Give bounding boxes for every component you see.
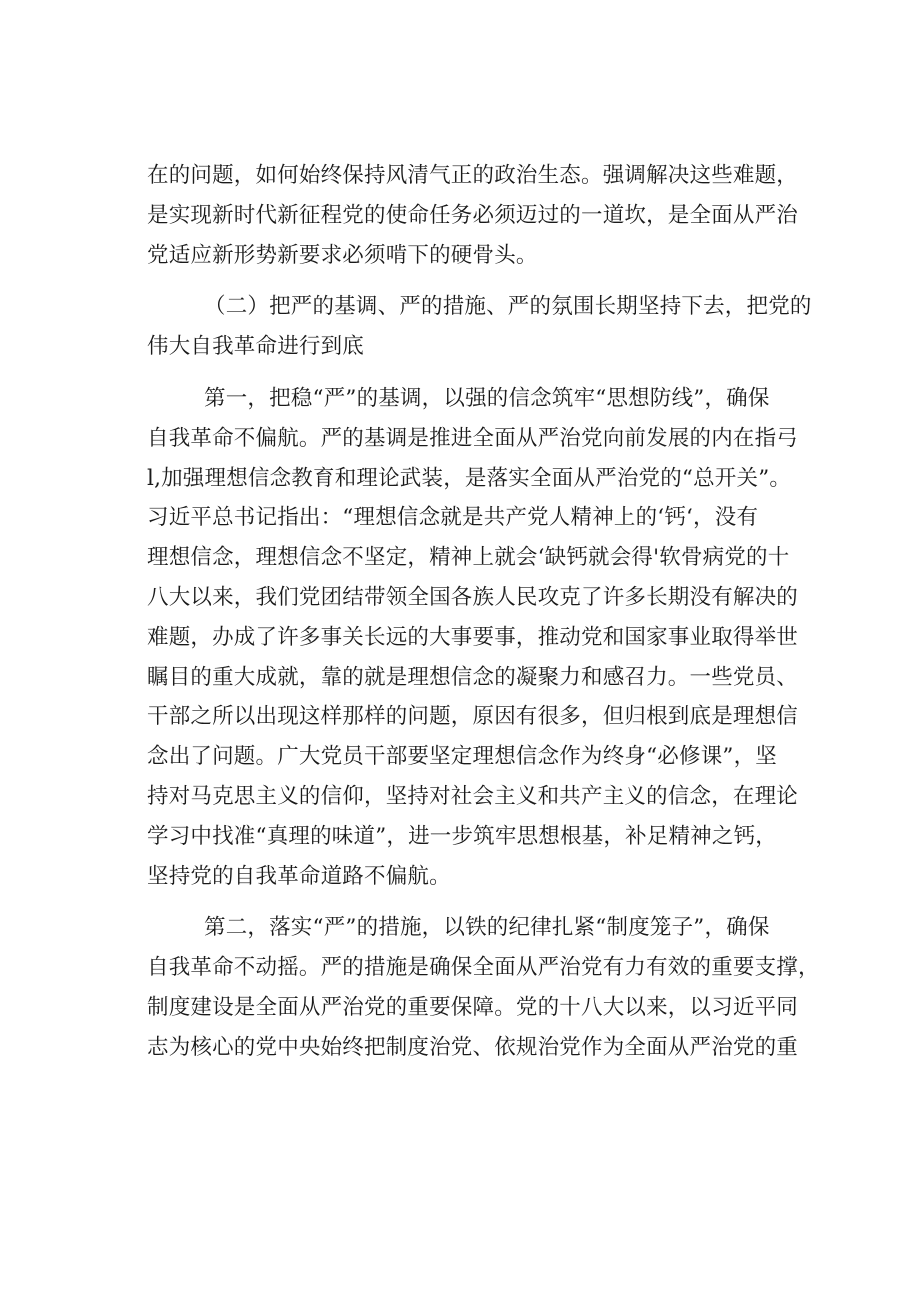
text-line: 八大以来，我们党团结带领全国各族人民攻克了许多长期没有解决的 xyxy=(147,584,799,610)
section-heading xyxy=(147,287,812,367)
heading-line: 伟大自我革命进行到底 xyxy=(147,334,365,360)
paragraph-gap xyxy=(147,896,812,908)
text-line: 瞩目的重大成就，靠的就是理想信念的凝聚力和感召力。一些党员、 xyxy=(147,664,799,690)
text-line: 念出了问题。广大党员干部要坚定理想信念作为终身“必修课”，坚 xyxy=(147,744,777,770)
text-line: 第一，把稳“严”的基调，以强的信念筑牢“思想防线”，确保 xyxy=(204,385,770,411)
paragraph-first-point xyxy=(147,379,812,896)
text-line: 学习中找准“真理的味道”，进一步筑牢思想根基，补足精神之钙， xyxy=(147,823,777,849)
text-line: 在的问题，如何始终保持风清气正的政治生态。强调解决这些难题， xyxy=(147,163,799,188)
document-body xyxy=(147,156,820,1068)
text-line: l,加强理想信念教育和理论武装，是落实全面从严治党的“总开关”。 xyxy=(147,465,792,491)
text-line: 自我革命不动摇。严的措施是确保全面从严治党有力有效的重要支撑， xyxy=(147,955,820,981)
paragraph-gap xyxy=(147,275,812,287)
text-line: 难题，办成了许多事关长远的大事要事，推动党和国家事业取得举世 xyxy=(147,624,799,650)
text-line: 志为核心的党中央始终把制度治党、依规治党作为全面从严治党的重 xyxy=(147,1034,799,1060)
text-line: 干部之所以出现这样那样的问题，原因有很多，但归根到底是理想信 xyxy=(147,704,799,730)
text-line: 自我革命不偏航。严的基调是推进全面从严治党向前发展的内在指弓 xyxy=(147,425,799,451)
text-line: 坚持党的自我革命道路不偏航。 xyxy=(147,863,451,889)
text-line: 是实现新时代新征程党的使命任务必须迈过的一道坎，是全面从严治 xyxy=(147,202,799,228)
text-line: 理想信念，理想信念不坚定，精神上就会‘缺钙就会得'软骨病党的十 xyxy=(147,545,790,571)
text-line: 持对马克思主义的信仰，坚持对社会主义和共产主义的信念，在理论 xyxy=(147,783,799,809)
heading-line: （二）把严的基调、严的措施、严的氛围长期坚持下去，把党的 xyxy=(204,294,812,320)
text-line: 党适应新形势新要求必须啃下的硬骨头。 xyxy=(147,242,538,268)
paragraph-continuation xyxy=(147,156,812,275)
paragraph-gap xyxy=(147,367,812,379)
text-line: 制度建设是全面从严治党的重要保障。党的十八大以来，以习近平同 xyxy=(147,994,799,1020)
text-line: 习近平总书记指出：“理想信念就是共产党人精神上的‘钙‘，没有 xyxy=(147,505,759,531)
paragraph-second-point xyxy=(147,908,820,1067)
text-line: 第二，落实“严”的措施，以铁的纪律扎紧“制度笼子”，确保 xyxy=(204,915,770,941)
